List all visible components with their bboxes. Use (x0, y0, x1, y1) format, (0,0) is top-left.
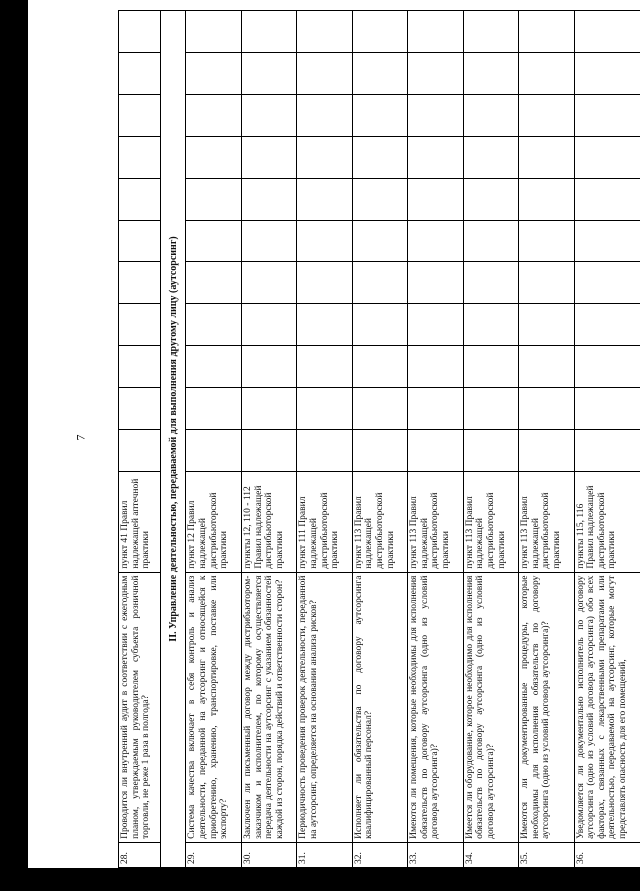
row-question: Система качества включает в себя контроль и анализ деятельности, переданной на аутсорсинг и относящейся к приобретению, хранению, транспортировке, поставке или экспорту? (186, 572, 241, 842)
empty-cell (119, 388, 161, 430)
empty-cell (119, 346, 161, 388)
empty-cell (574, 52, 640, 94)
row-question: Заключен ли письменный договор между дистрибьютором-заказчиком и исполнителем, по которому осуществляется передача деятельности на аутсорсинг с указанием обязанностей каждой из сторон, порядка действий и ответственности сторон? (241, 572, 296, 842)
empty-cell (119, 178, 161, 220)
empty-cell (297, 388, 352, 430)
row-number: 36. (574, 842, 640, 867)
empty-cell (352, 388, 407, 430)
empty-cell (241, 388, 296, 430)
empty-cell (241, 52, 296, 94)
empty-cell (119, 52, 161, 94)
empty-cell (186, 136, 241, 178)
empty-cell (408, 262, 463, 304)
row-reference: пункт 113 Правил надлежащей дистрибьюторской практики (519, 472, 574, 573)
empty-cell (241, 304, 296, 346)
row-question: Имеются ли помещения, которые необходимы для исполнения обязательств по договору аутсорсинга (одно из условий договора аутсорсинга)? (408, 572, 463, 842)
table-row (119, 11, 161, 868)
empty-cell (408, 388, 463, 430)
empty-cell (463, 178, 518, 220)
row-reference: пункт 113 Правил надлежащей дистрибьюторской практики (408, 472, 463, 573)
empty-cell (352, 94, 407, 136)
empty-cell (463, 94, 518, 136)
section-row (161, 11, 186, 868)
row-number: 31. (297, 842, 352, 867)
empty-cell (519, 346, 574, 388)
empty-cell (241, 430, 296, 472)
empty-cell (574, 178, 640, 220)
empty-cell (574, 220, 640, 262)
empty-cell (297, 262, 352, 304)
empty-cell (574, 262, 640, 304)
table-row (574, 11, 640, 868)
empty-cell (297, 346, 352, 388)
empty-cell (297, 178, 352, 220)
table-row (463, 11, 518, 868)
empty-cell (241, 178, 296, 220)
empty-cell (463, 52, 518, 94)
document-page (28, 0, 640, 868)
empty-cell (408, 11, 463, 53)
row-reference: пункты 12, 110 - 112 Правил надлежащей дистрибьюторской практики (241, 472, 296, 573)
empty-cell (297, 220, 352, 262)
empty-cell (241, 136, 296, 178)
empty-cell (186, 430, 241, 472)
empty-cell (241, 94, 296, 136)
empty-cell (297, 136, 352, 178)
empty-cell (519, 304, 574, 346)
empty-cell (408, 136, 463, 178)
empty-cell (574, 11, 640, 53)
empty-cell (463, 136, 518, 178)
empty-cell (297, 94, 352, 136)
empty-cell (186, 262, 241, 304)
empty-cell (297, 304, 352, 346)
table-row (241, 11, 296, 868)
row-number: 32. (352, 842, 407, 867)
empty-cell (352, 220, 407, 262)
empty-cell (408, 346, 463, 388)
table-row (297, 11, 352, 868)
empty-cell (574, 388, 640, 430)
empty-cell (186, 220, 241, 262)
row-number: 28. (119, 842, 161, 867)
empty-cell (352, 346, 407, 388)
page-number: 7 (73, 434, 88, 441)
empty-cell (574, 304, 640, 346)
empty-cell (463, 220, 518, 262)
table-row (186, 11, 241, 868)
empty-cell (297, 52, 352, 94)
empty-cell (519, 94, 574, 136)
table-row (519, 11, 574, 868)
empty-cell (463, 262, 518, 304)
empty-cell (408, 178, 463, 220)
empty-cell (186, 304, 241, 346)
empty-cell (574, 430, 640, 472)
row-reference: пункт 113 Правил надлежащей дистрибьюторской практики (463, 472, 518, 573)
empty-cell (463, 430, 518, 472)
empty-cell (241, 262, 296, 304)
row-question: Имеется ли оборудование, которое необходимо для исполнения обязательств по договору аутсорсинга (одно из условий договора аутсорсинга)? (463, 572, 518, 842)
empty-cell (408, 94, 463, 136)
empty-cell (119, 262, 161, 304)
empty-cell (408, 304, 463, 346)
row-number: 34. (463, 842, 518, 867)
empty-cell (408, 220, 463, 262)
empty-cell (352, 304, 407, 346)
table-row (352, 11, 407, 868)
empty-cell (241, 346, 296, 388)
empty-cell (352, 430, 407, 472)
empty-cell (352, 52, 407, 94)
empty-cell (408, 52, 463, 94)
row-number: 33. (408, 842, 463, 867)
empty-cell (119, 94, 161, 136)
empty-cell (519, 11, 574, 53)
empty-cell (519, 388, 574, 430)
row-reference: пункт 111 Правил надлежащей дистрибьюторской практики (297, 472, 352, 573)
row-question: Исполняет ли обязательства по договору аутсорсинга квалифицированный персонал? (352, 572, 407, 842)
empty-cell (186, 52, 241, 94)
row-number: 29. (186, 842, 241, 867)
empty-cell (352, 178, 407, 220)
empty-cell (463, 346, 518, 388)
row-question: Имеются ли документированные процедуры, которые необходимы для исполнения обязательств по договору аутсорсинга (одно из условий договора аутсорсинга)? (519, 572, 574, 842)
rotated-content (118, 10, 640, 868)
empty-cell (352, 136, 407, 178)
empty-cell (119, 430, 161, 472)
empty-cell (519, 262, 574, 304)
row-question: Проводится ли внутренний аудит в соответствии с ежегодным планом, утверждаемым руководителем субъекта розничной торговли, не реже 1 раза в полгода? (119, 572, 161, 842)
empty-cell (574, 136, 640, 178)
empty-cell (352, 11, 407, 53)
row-reference: пункты 115, 116 Правил надлежащей дистрибьюторской практики (574, 472, 640, 573)
empty-cell (519, 136, 574, 178)
empty-cell (186, 178, 241, 220)
empty-cell (119, 136, 161, 178)
row-reference: пункт 12 Правил надлежащей дистрибьюторской практики (186, 472, 241, 573)
row-question: Уведомляется ли документально исполнитель по договору аутсорсинга (одно из условий договора аутсорсинга) обо всех факторах, связанных с лекарственными препаратами или деятельностью, передаваемой на аутсорсинг, которые могут представлять опасность для его помещений, (574, 572, 640, 842)
empty-cell (119, 220, 161, 262)
section-title: II. Управление деятельностью, передаваемой для выполнения другому лицу (аутсорсинг) (161, 11, 186, 868)
row-reference: пункт 113 Правил надлежащей дистрибьюторской практики (352, 472, 407, 573)
empty-cell (297, 430, 352, 472)
empty-cell (119, 11, 161, 53)
row-number: 30. (241, 842, 296, 867)
empty-cell (186, 94, 241, 136)
empty-cell (352, 262, 407, 304)
empty-cell (186, 388, 241, 430)
row-question: Периодичность проведения проверок деятельности, переданной на аутсорсинг, определяется на основании анализа рисков? (297, 572, 352, 842)
table-row (408, 11, 463, 868)
empty-cell (241, 220, 296, 262)
empty-cell (119, 304, 161, 346)
empty-cell (519, 52, 574, 94)
empty-cell (463, 304, 518, 346)
empty-cell (463, 11, 518, 53)
empty-cell (574, 346, 640, 388)
empty-cell (408, 430, 463, 472)
empty-cell (186, 346, 241, 388)
empty-cell (519, 430, 574, 472)
row-reference: пункт 41 Правил надлежащей аптечной практики (119, 472, 161, 573)
row-number: 35. (519, 842, 574, 867)
empty-cell (463, 388, 518, 430)
empty-cell (574, 94, 640, 136)
empty-cell (297, 11, 352, 53)
empty-cell (241, 11, 296, 53)
empty-cell (519, 178, 574, 220)
checklist-table (118, 10, 640, 868)
empty-cell (519, 220, 574, 262)
empty-cell (186, 11, 241, 53)
